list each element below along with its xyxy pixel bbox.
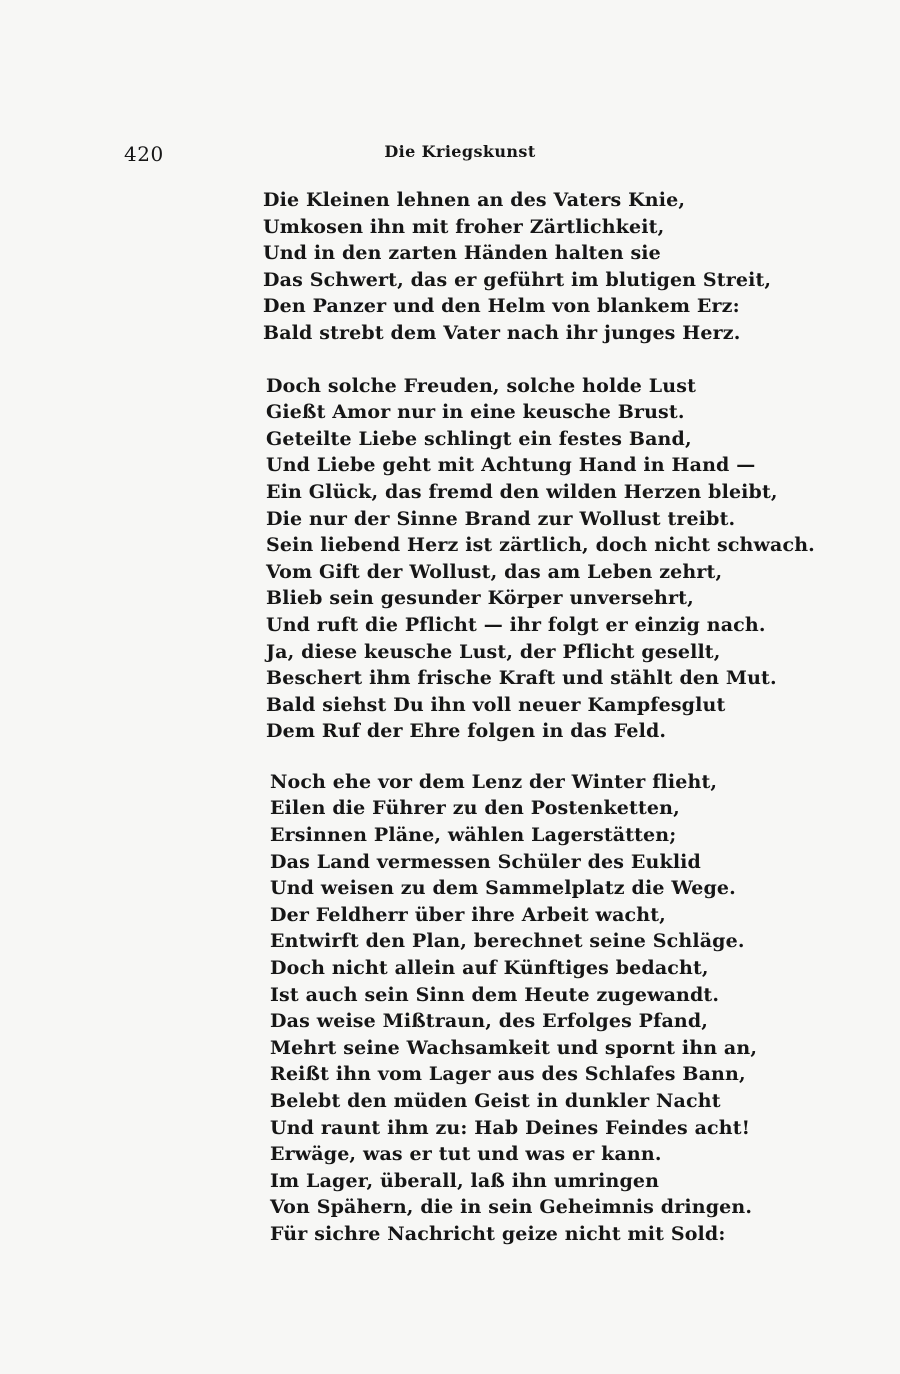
verse-line: Geteilte Liebe schlingt ein festes Band,	[266, 427, 692, 450]
stanza-3	[0, 769, 900, 1248]
verse-line: Das Land vermessen Schüler des Euklid	[270, 850, 701, 873]
verse-line: Die nur der Sinne Brand zur Wollust treibt.	[266, 507, 736, 530]
verse-line: Umkosen ihn mit froher Zärtlichkeit,	[263, 215, 665, 238]
verse-line: Und ruft die Pflicht — ihr folgt er einzig nach.	[266, 613, 766, 636]
verse-line: Doch nicht allein auf Künftiges bedacht,	[270, 957, 709, 980]
verse-line: Gießt Amor nur in eine keusche Brust.	[266, 401, 685, 424]
verse-line: Ein Glück, das fremd den wilden Herzen bleibt,	[266, 480, 778, 503]
verse-line: Bald siehst Du ihn voll neuer Kampfesglut	[266, 693, 726, 716]
verse-line: Und raunt ihm zu: Hab Deines Feindes acht!	[270, 1116, 751, 1139]
verse-line: Doch solche Freuden, solche holde Lust	[266, 374, 697, 397]
verse-line: Entwirft den Plan, berechnet seine Schläge.	[270, 930, 745, 953]
stanza-1	[0, 187, 900, 347]
verse-line: Sein liebend Herz ist zärtlich, doch nicht schwach.	[266, 534, 815, 557]
verse-line: Ist auch sein Sinn dem Heute zugewandt.	[270, 983, 720, 1006]
page-number: 420	[124, 142, 164, 166]
verse-line: Für sichre Nachricht geize nicht mit Sold:	[270, 1222, 726, 1245]
verse-line: Ersinnen Pläne, wählen Lagerstätten;	[270, 824, 677, 847]
verse-line: Noch ehe vor dem Lenz der Winter flieht,	[270, 770, 718, 793]
verse-line: Und Liebe geht mit Achtung Hand in Hand —	[266, 454, 756, 477]
verse-line: Von Spähern, die in sein Geheimnis dringen.	[270, 1196, 753, 1219]
verse-line: Und weisen zu dem Sammelplatz die Wege.	[270, 877, 736, 900]
stanza-break	[0, 745, 900, 769]
stanza-2	[0, 373, 900, 745]
verse-line: Im Lager, überall, laß ihn umringen	[270, 1169, 660, 1192]
verse-line: Der Feldherr über ihre Arbeit wacht,	[270, 903, 666, 926]
running-head: Die Kriegskunst	[384, 142, 536, 161]
verse-line: Reißt ihn vom Lager aus des Schlafes Bann,	[270, 1063, 746, 1086]
verse-line: Mehrt seine Wachsamkeit und spornt ihn an,	[270, 1036, 758, 1059]
verse-line: Belebt den müden Geist in dunkler Nacht	[270, 1090, 721, 1112]
verse-line: Das Schwert, das er geführt im blutigen Streit,	[263, 268, 772, 291]
verse-line: Die Kleinen lehnen an des Vaters Knie,	[263, 189, 686, 211]
verse-line: Erwäge, was er tut und was er kann.	[270, 1143, 662, 1166]
poem	[0, 187, 900, 1248]
verse-line: Eilen die Führer zu den Postenketten,	[270, 797, 680, 820]
verse-line: Dem Ruf der Ehre folgen in das Feld.	[266, 720, 667, 743]
verse-line: Den Panzer und den Helm von blankem Erz:	[263, 295, 740, 318]
verse-line: Blieb sein gesunder Körper unversehrt,	[266, 587, 694, 610]
stanza-break	[0, 347, 900, 373]
verse-line: Bald strebt dem Vater nach ihr junges Herz.	[263, 321, 741, 344]
verse-line: Und in den zarten Händen halten sie	[263, 242, 661, 265]
verse-line: Vom Gift der Wollust, das am Leben zehrt,	[266, 560, 723, 583]
verse-line: Das weise Mißtraun, des Erfolges Pfand,	[270, 1010, 709, 1033]
verse-line: Beschert ihm frische Kraft und stählt den Mut.	[266, 667, 777, 690]
verse-line: Ja, diese keusche Lust, der Pflicht gesellt,	[266, 640, 721, 663]
